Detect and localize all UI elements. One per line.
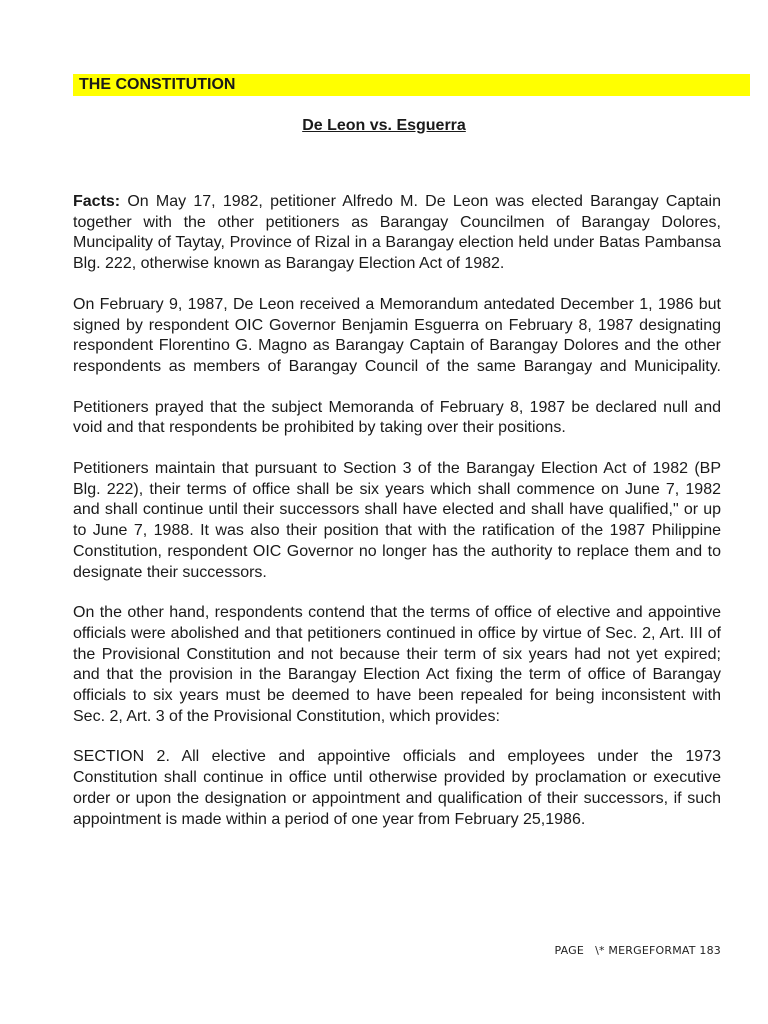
facts-label: Facts: — [73, 193, 121, 210]
petitioners-position-paragraph: Petitioners maintain that pursuant to Section 3 of the Barangay Election Act of 1982 (BP Blg. 222), their terms of office shall be six years which shall commence on June 7, 1982 and shall continue until their successors shall have elected and shall have qualified," or up to June 7, 1988. It was also their position that with the ratification of the 1987 Philippine Constitution, respondent OIC Governor no longer has the authority to replace them and to designate their successors. — [73, 460, 721, 581]
prayer-paragraph: Petitioners prayed that the subject Memoranda of February 8, 1987 be declared null and void and that respondents be prohibited by taking over their positions. — [73, 398, 721, 437]
case-title: De Leon vs. Esguerra — [302, 117, 466, 134]
facts-paragraph — [73, 192, 721, 275]
facts-text: On May 17, 1982, petitioner Alfredo M. De Leon was elected Barangay Captain together with the other petitioners as Barangay Councilmen of Barangay Dolores, Muncipality of Taytay, Province of Rizal in a Barangay election held under Batas Pambansa Blg. 222, otherwise known as Barangay Election Act of 1982. — [73, 193, 721, 273]
respondents-position-paragraph: On the other hand, respondents contend that the terms of office of elective and appointive officials were abolished and that petitioners continued in office by virtue of Sec. 2, Art. III of the Provisional Constitution and not because their term of six years had not yet expired; and that the provision in the Barangay Election Act fixing the term of office of Barangay officials to six years must be deemed to have been repealed for being inconsistent with Sec. 2, Art. 3 of the Provisional Constitution, which provides: — [73, 604, 721, 725]
body-text — [73, 192, 721, 850]
section-title: THE CONSTITUTION — [79, 76, 236, 93]
section-header — [73, 74, 750, 96]
quoted-provision: SECTION 2. All elective and appointive officials and employees under the 1973 Constitution shall continue in office until otherwise provided by proclamation or executive order or upon the designation or appointment and qualification of their successors, if such appointment is made within a period of one year from February 25,1986. — [73, 748, 721, 828]
page-footer: PAGE \* MERGEFORMAT 183 — [554, 944, 721, 957]
memorandum-paragraph: On February 9, 1987, De Leon received a Memorandum antedated December 1, 1986 but signed by respondent OIC Governor Benjamin Esguerra on February 8, 1987 designating respondent Florentino G. Magno as Barangay Captain of Barangay Dolores and the other respondents as members of Barangay Council of the same Barangay and Municipality. — [73, 295, 721, 375]
